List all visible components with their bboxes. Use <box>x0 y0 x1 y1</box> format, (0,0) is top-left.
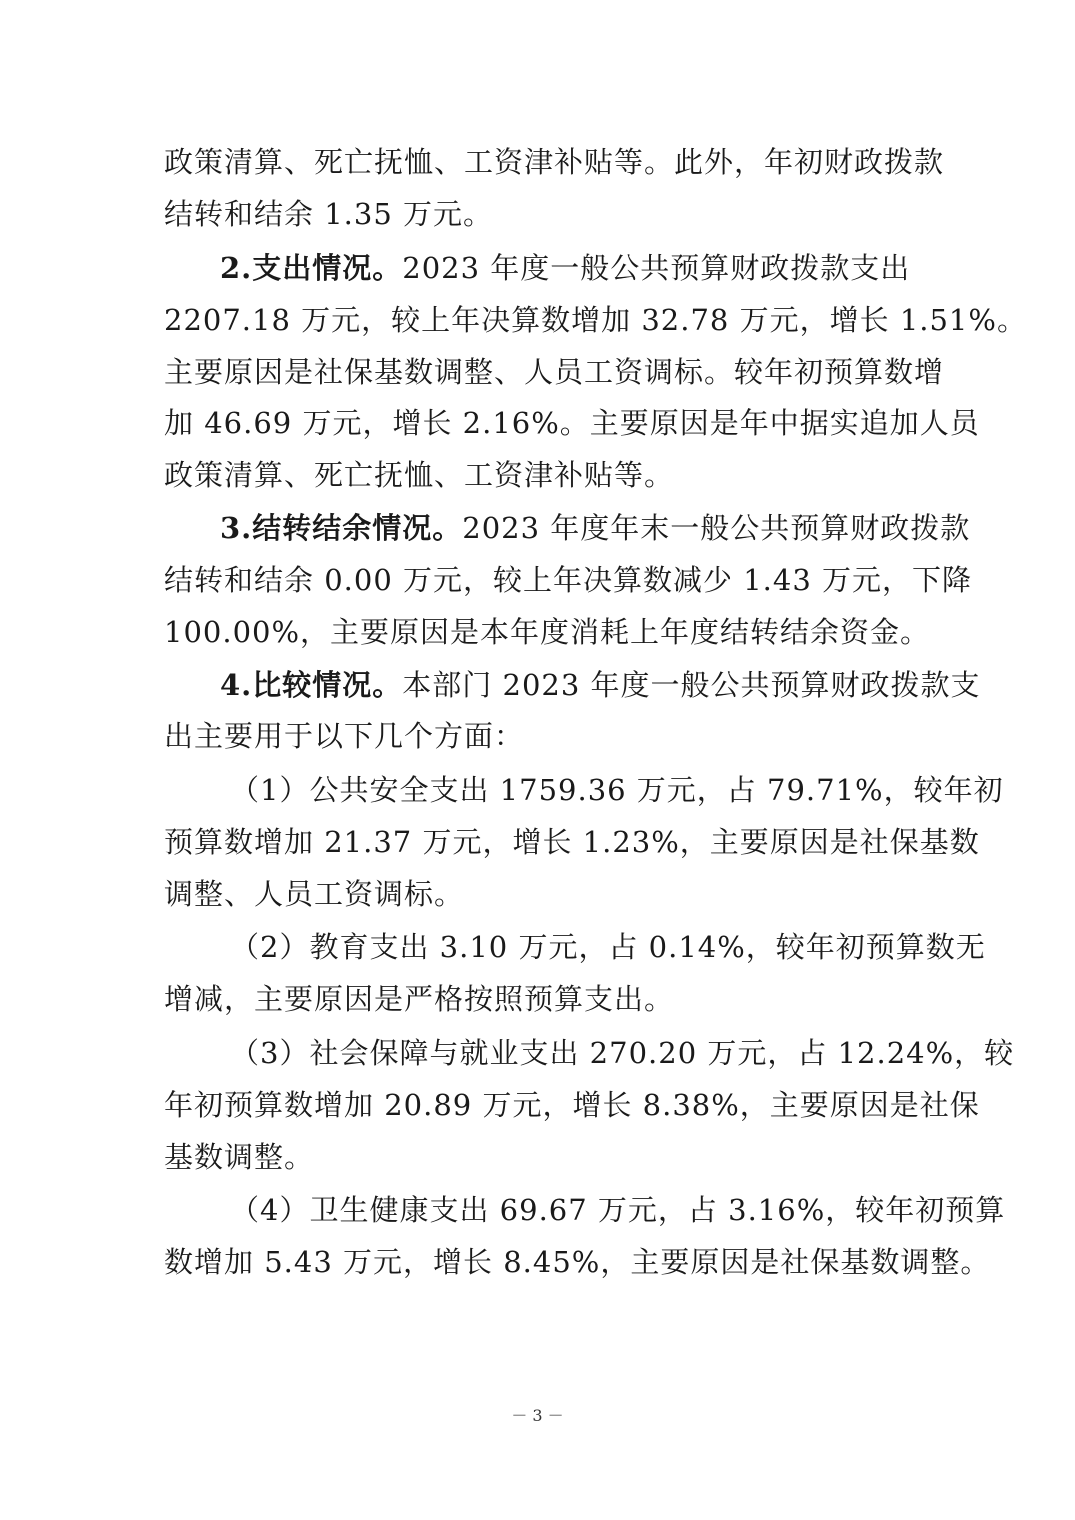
page-number: － 3 － <box>511 1406 564 1425</box>
text-line: 政策清算、死亡抚恤、工资津补贴等。 <box>164 458 675 492</box>
section-heading-line <box>220 665 980 705</box>
text-line: 加 46.69 万元，增长 2.16%。主要原因是年中据实追加人员 <box>164 406 980 440</box>
section-text: 2023 年度一般公共预算财政拨款支出 <box>402 251 911 285</box>
list-item-line: （4）卫生健康支出 69.67 万元，占 3.16%，较年初预算 <box>230 1193 1006 1227</box>
text-line: 主要原因是社保基数调整、人员工资调标。较年初预算数增 <box>164 355 945 389</box>
text-line: 100.00%，主要原因是本年度消耗上年度结转结余资金。 <box>164 615 931 649</box>
list-item-line: （1）公共安全支出 1759.36 万元，占 79.71%，较年初 <box>230 773 1004 807</box>
section-text: 本部门 2023 年度一般公共预算财政拨款支 <box>402 668 981 702</box>
text-line: 出主要用于以下几个方面： <box>164 719 525 753</box>
section-heading-line <box>220 248 980 288</box>
text-line: 调整、人员工资调标。 <box>164 877 465 911</box>
text-line: 年初预算数增加 20.89 万元，增长 8.38%，主要原因是社保 <box>164 1088 980 1122</box>
section-heading: 3.结转结余情况。 <box>220 511 463 545</box>
text-line: 预算数增加 21.37 万元，增长 1.23%，主要原因是社保基数 <box>164 825 980 859</box>
text-line: 政策清算、死亡抚恤、工资津补贴等。此外，年初财政拨款 <box>164 145 945 179</box>
text-line: 数增加 5.43 万元，增长 8.45%，主要原因是社保基数调整。 <box>164 1245 991 1279</box>
section-heading-line <box>220 508 980 548</box>
list-item-line: （2）教育支出 3.10 万元，占 0.14%，较年初预算数无 <box>230 930 986 964</box>
text-line: 增减，主要原因是严格按照预算支出。 <box>164 982 675 1016</box>
section-heading: 2.支出情况。 <box>220 251 403 285</box>
text-line: 基数调整。 <box>164 1140 315 1174</box>
section-text: 2023 年度年末一般公共预算财政拨款 <box>462 511 971 545</box>
text-line: 2207.18 万元，较上年决算数增加 32.78 万元，增长 1.51%。 <box>164 303 1027 337</box>
text-line: 结转和结余 1.35 万元。 <box>164 197 494 231</box>
text-line: 结转和结余 0.00 万元，较上年决算数减少 1.43 万元，下降 <box>164 563 973 597</box>
list-item-line: （3）社会保障与就业支出 270.20 万元，占 12.24%，较 <box>230 1036 1015 1070</box>
section-heading: 4.比较情况。 <box>220 668 403 702</box>
